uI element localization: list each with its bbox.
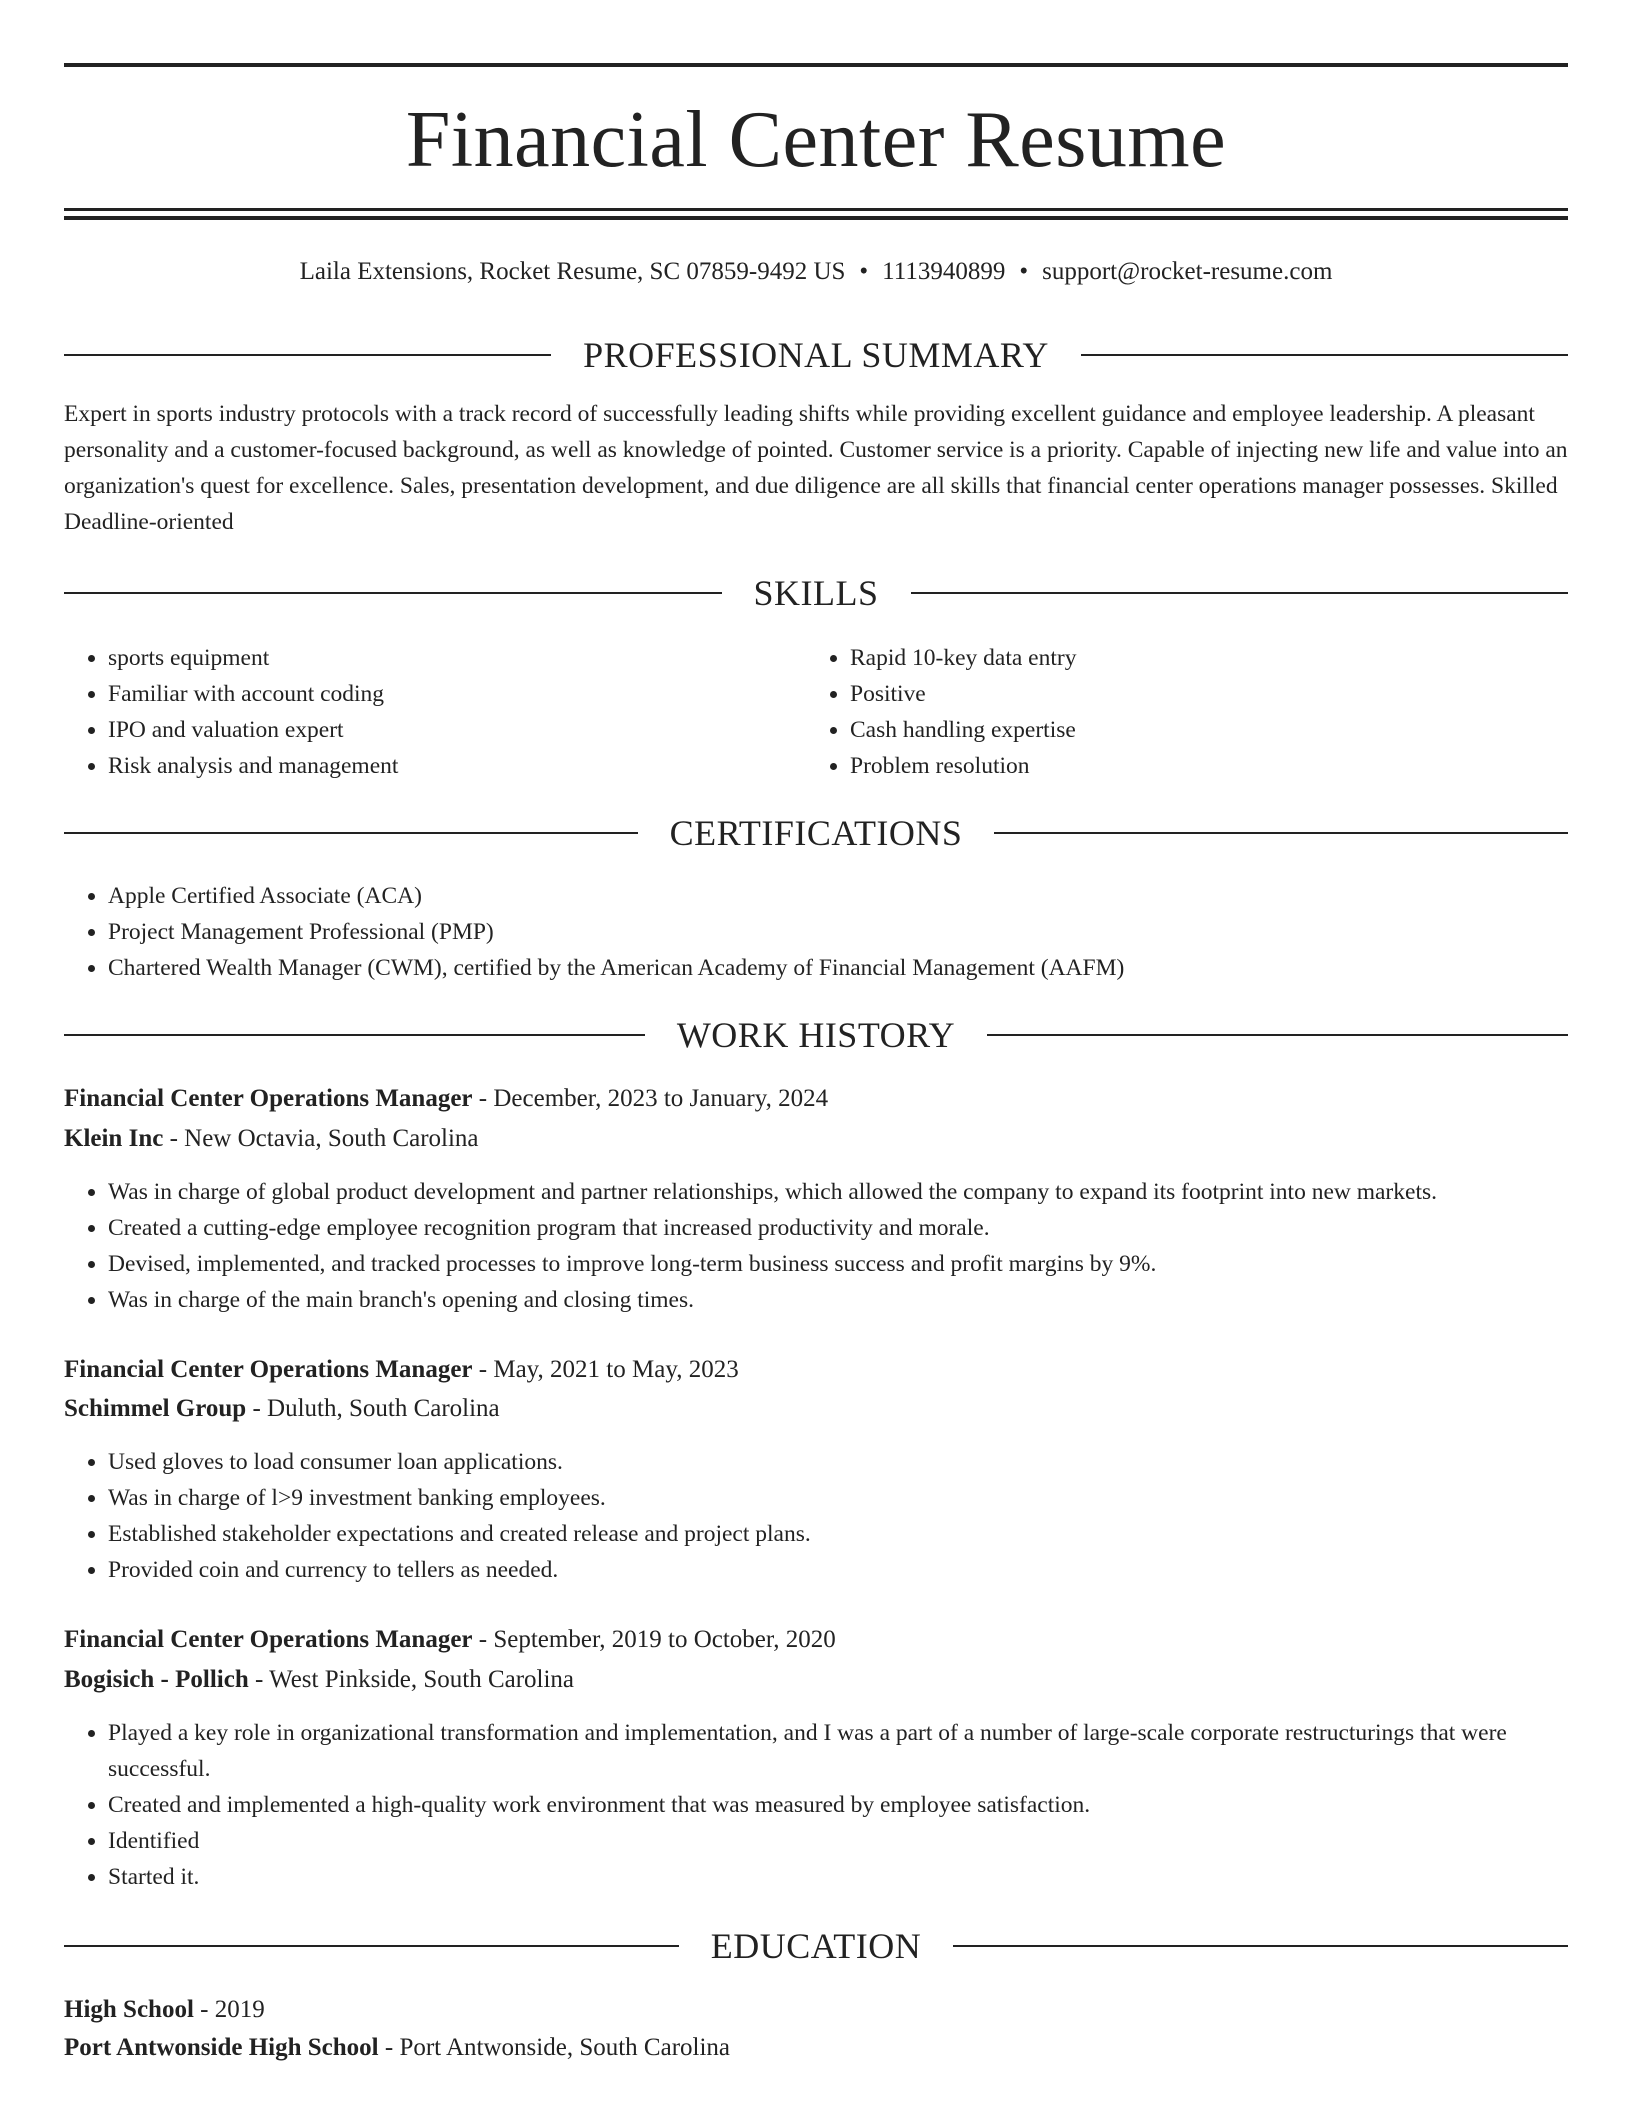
list-item: • Project Management Professional (PMP) bbox=[108, 914, 1548, 950]
list-item: • Created a cutting-edge employee recognition program that increased productivity and morale. bbox=[108, 1210, 1608, 1246]
section-header-summary bbox=[64, 333, 1568, 377]
school-location: - Port Antwonside, South Carolina bbox=[378, 2034, 731, 2061]
list-item: • Rapid 10-key data entry bbox=[850, 640, 1550, 676]
school-name: Port Antwonside High School bbox=[64, 2034, 379, 2061]
list-item: • Played a key role in organizational transformation and implementation, and I was a part of a number of large-scale corporate restructurings that were successful. bbox=[108, 1715, 1568, 1787]
skills-list-left bbox=[64, 640, 788, 784]
section-header-education bbox=[64, 1924, 1568, 1968]
list-item: • Was in charge of the main branch's opening and closing times. bbox=[108, 1282, 1608, 1318]
contact-separator: • bbox=[859, 258, 869, 285]
job-bullets bbox=[64, 1715, 1568, 1895]
job-title-line bbox=[64, 1622, 1568, 1658]
list-item: • Started it. bbox=[108, 1859, 1568, 1895]
section-title: EDUCATION bbox=[710, 1926, 922, 1966]
education-degree-line bbox=[64, 1992, 1568, 2028]
company-name: Klein Inc bbox=[64, 1125, 164, 1152]
skills-list-right bbox=[806, 640, 1550, 784]
list-item: • Identified bbox=[108, 1823, 1568, 1859]
education-school-line bbox=[64, 2030, 1568, 2066]
double-rule bbox=[64, 208, 1568, 220]
section-title: WORK HISTORY bbox=[676, 1015, 956, 1055]
job-company-line bbox=[64, 1391, 1568, 1427]
company-name: Schimmel Group bbox=[64, 1395, 247, 1422]
section-title: CERTIFICATIONS bbox=[669, 813, 963, 853]
contact-separator: • bbox=[1019, 258, 1029, 285]
company-location: - West Pinkside, South Carolina bbox=[248, 1666, 575, 1693]
job-title: Financial Center Operations Manager bbox=[64, 1626, 473, 1653]
contact-line bbox=[64, 256, 1568, 288]
job-company-line bbox=[64, 1121, 1568, 1157]
list-item: • Cash handling expertise bbox=[850, 712, 1550, 748]
company-location: - Duluth, South Carolina bbox=[246, 1395, 500, 1422]
job-title-line bbox=[64, 1081, 1568, 1117]
job-bullets bbox=[64, 1444, 1548, 1588]
list-item: • Risk analysis and management bbox=[108, 748, 788, 784]
summary-text: Expert in sports industry protocols with a track record of successfully leading shifts while providing excellent guidance and employee leadership. A pleasant personality and a customer-focused background, as well as knowledge of pointed. Customer service is a priority. Capable of injecting new life and value into an organization's quest for excellence. Sales, presentation development, and due diligence are all skills that financial center operations manager possesses. Skilled Deadline-oriented bbox=[64, 401, 1568, 535]
job-bullets bbox=[64, 1174, 1608, 1318]
degree: High School bbox=[64, 1996, 194, 2023]
contact-phone: 1113940899 bbox=[882, 258, 1006, 285]
list-item: • Established stakeholder expectations and created release and project plans. bbox=[108, 1516, 1548, 1552]
list-item: • Used gloves to load consumer loan applications. bbox=[108, 1444, 1548, 1480]
company-location: - New Octavia, South Carolina bbox=[163, 1125, 479, 1152]
section-header-certifications bbox=[64, 811, 1568, 855]
resume-title: Financial Center Resume bbox=[405, 96, 1227, 184]
section-title: PROFESSIONAL SUMMARY bbox=[583, 335, 1049, 375]
graduation-year: - 2019 bbox=[193, 1996, 265, 2023]
job-title: Financial Center Operations Manager bbox=[64, 1085, 473, 1112]
list-item: • sports equipment bbox=[108, 640, 788, 676]
list-item: • Chartered Wealth Manager (CWM), certified by the American Academy of Financial Management (AAFM) bbox=[108, 950, 1548, 986]
contact-address: Laila Extensions, Rocket Resume, SC 07859-9492 US bbox=[299, 258, 846, 285]
list-item: • Problem resolution bbox=[850, 748, 1550, 784]
list-item: • Devised, implemented, and tracked processes to improve long-term business success and profit margins by 9%. bbox=[108, 1246, 1608, 1282]
list-item: • Created and implemented a high-quality work environment that was measured by employee satisfaction. bbox=[108, 1787, 1568, 1823]
list-item: • Apple Certified Associate (ACA) bbox=[108, 878, 1548, 914]
section-header-skills bbox=[64, 571, 1568, 615]
contact-email: support@rocket-resume.com bbox=[1042, 258, 1333, 285]
job-title-line bbox=[64, 1352, 1568, 1388]
certifications-list bbox=[64, 878, 1548, 986]
company-name: Bogisich - Pollich bbox=[64, 1666, 249, 1693]
section-title: SKILLS bbox=[753, 573, 879, 613]
list-item: • Familiar with account coding bbox=[108, 676, 788, 712]
list-item: • Provided coin and currency to tellers as needed. bbox=[108, 1552, 1548, 1588]
job-company-line bbox=[64, 1662, 1568, 1698]
list-item: • Positive bbox=[850, 676, 1550, 712]
job-dates: - May, 2021 to May, 2023 bbox=[472, 1356, 739, 1383]
section-header-work-history bbox=[64, 1013, 1568, 1057]
job-dates: - September, 2019 to October, 2020 bbox=[472, 1626, 836, 1653]
list-item: • Was in charge of global product development and partner relationships, which allowed the company to expand its footprint into new markets. bbox=[108, 1174, 1608, 1210]
job-title: Financial Center Operations Manager bbox=[64, 1356, 473, 1383]
list-item: • IPO and valuation expert bbox=[108, 712, 788, 748]
job-dates: - December, 2023 to January, 2024 bbox=[472, 1085, 829, 1112]
top-rule bbox=[64, 63, 1568, 67]
list-item: • Was in charge of l>9 investment banking employees. bbox=[108, 1480, 1548, 1516]
